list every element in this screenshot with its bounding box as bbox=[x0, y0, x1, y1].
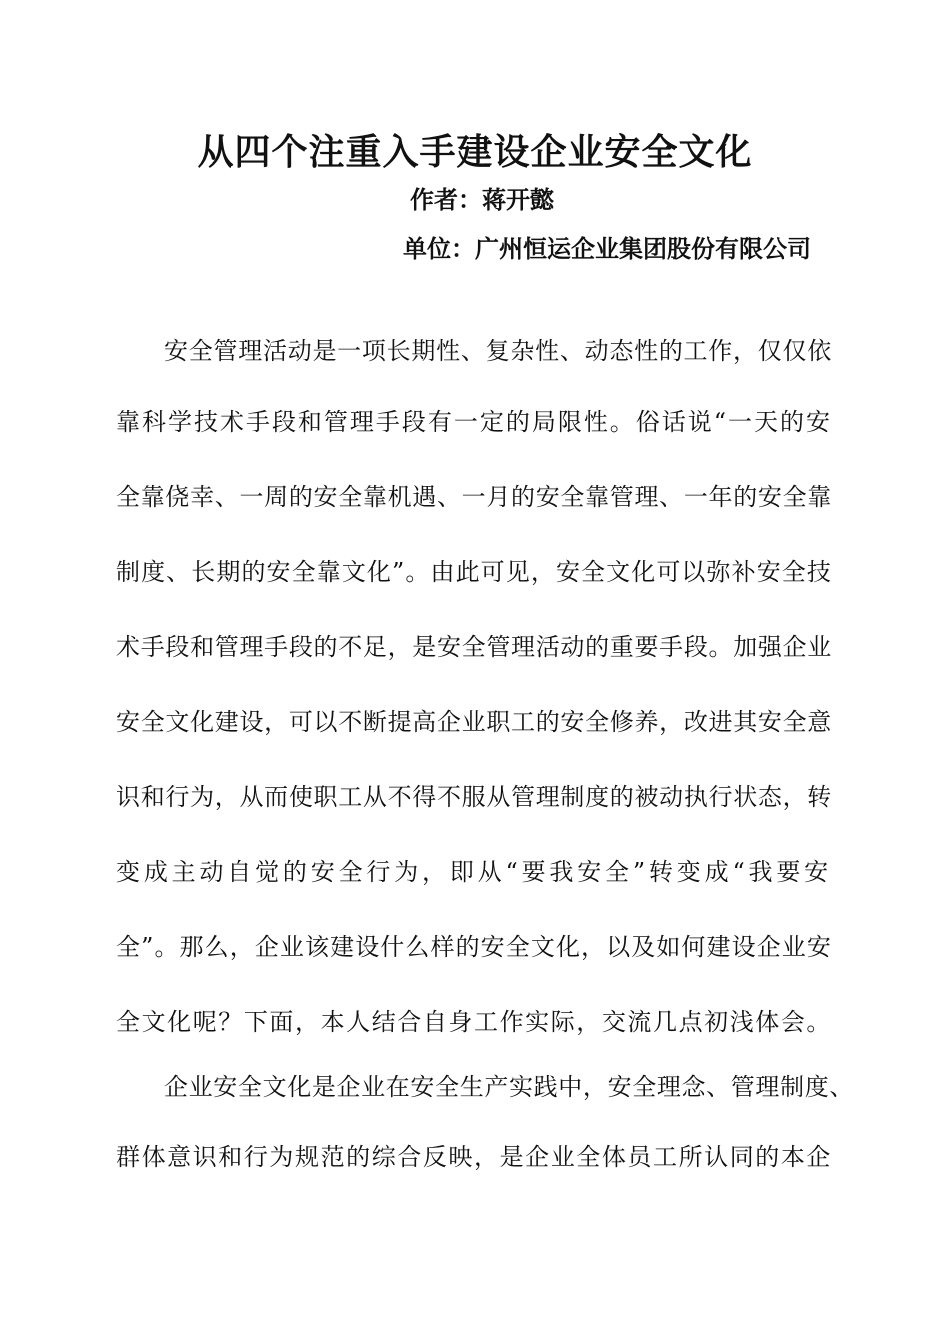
body-line-2: 靠科学技术手段和管理手段有一定的局限性。俗话说“一天的安 bbox=[116, 408, 832, 436]
body-line-6: 安全文化建设，可以不断提高企业职工的安全修养，改进其安全意 bbox=[116, 708, 832, 736]
body-line-3: 全靠侥幸、一周的安全靠机遇、一月的安全靠管理、一年的安全靠 bbox=[116, 483, 832, 511]
document-title: 从四个注重入手建设企业安全文化 bbox=[197, 131, 753, 173]
body-line-4: 制度、长期的安全靠文化”。由此可见，安全文化可以弥补安全技 bbox=[116, 558, 832, 586]
body-line-1: 安全管理活动是一项长期性、复杂性、动态性的工作，仅仅依 bbox=[164, 337, 832, 365]
body-line-11: 企业安全文化是企业在安全生产实践中，安全理念、管理制度、 bbox=[164, 1073, 854, 1101]
organization-line: 单位：广州恒运企业集团股份有限公司 bbox=[403, 234, 811, 263]
body-line-12: 群体意识和行为规范的综合反映，是企业全体员工所认同的本企 bbox=[116, 1143, 832, 1171]
body-line-10: 全文化呢？下面，本人结合自身工作实际，交流几点初浅体会。 bbox=[116, 1008, 832, 1036]
body-line-5: 术手段和管理手段的不足，是安全管理活动的重要手段。加强企业 bbox=[116, 633, 832, 661]
body-line-9: 全”。那么，企业该建设什么样的安全文化，以及如何建设企业安 bbox=[116, 933, 832, 961]
body-line-8: 变成主动自觉的安全行为，即从“要我安全”转变成“我要安 bbox=[116, 858, 832, 886]
author-line: 作者：蒋开懿 bbox=[410, 185, 554, 214]
body-line-7: 识和行为，从而使职工从不得不服从管理制度的被动执行状态，转 bbox=[116, 783, 832, 811]
